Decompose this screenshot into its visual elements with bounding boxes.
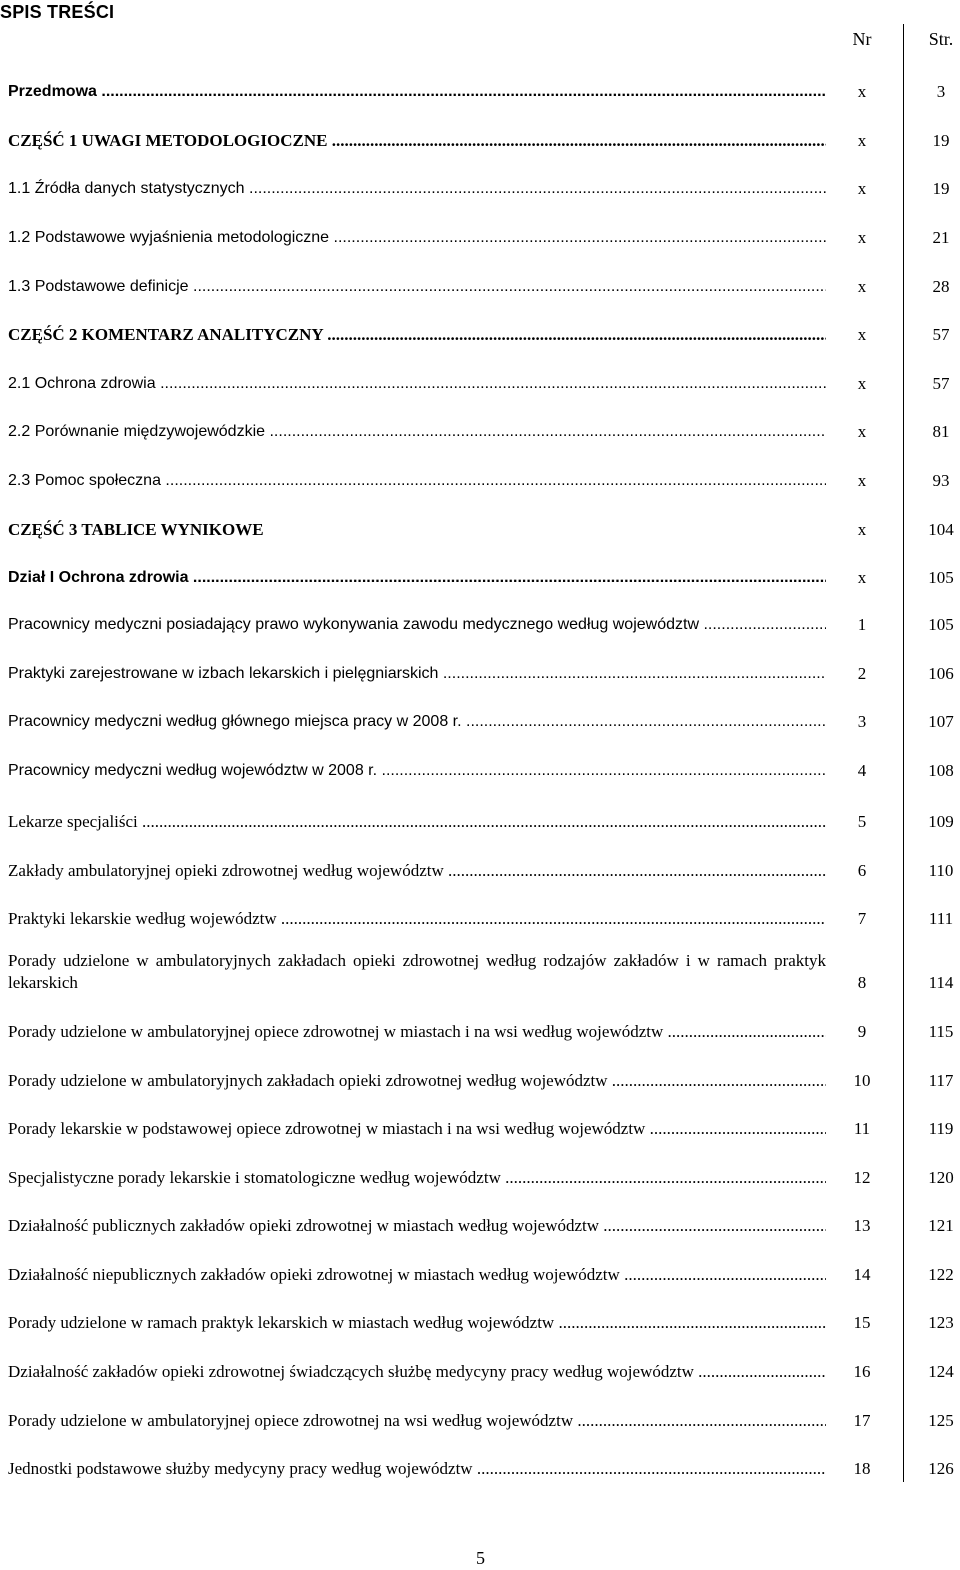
page-heading: SPIS TREŚCI <box>0 2 115 22</box>
toc-entry-title: Pracownicy medyczni według głównego miejsca pracy w 2008 r. ..... <box>8 711 826 733</box>
toc-entry-title: Pracownicy medyczni posiadający prawo wykonywania zawodu medycznego według województw ..... <box>8 614 826 636</box>
toc-entry-title: Porady udzielone w ambulatoryjnych zakładach opieki zdrowotnej według rodzajów zakładów i w ramach praktyk lekarskich ..... <box>8 950 826 994</box>
toc-entry-title: 1.2 Podstawowe wyjaśnienia metodologiczne ..... <box>8 227 826 249</box>
toc-entry-title: Działalność zakładów opieki zdrowotnej świadczących służbę medycyny pracy według województw ..... <box>8 1361 826 1383</box>
toc-entry-page-number: 28 <box>932 277 950 296</box>
toc-entry-title: Porady udzielone w ambulatoryjnej opiece zdrowotnej w miastach i na wsi według województw ..... <box>8 1021 826 1043</box>
toc-entry-title: Pracownicy medyczni według województw w 2008 r. ..... <box>8 760 826 782</box>
toc-entry-title: 2.2 Porównanie międzywojewódzkie ..... <box>8 421 826 443</box>
toc-entry-page-number: 57 <box>932 325 950 344</box>
toc-entry-table-number: x <box>857 325 867 344</box>
toc-entry-title: 1.1 Źródła danych statystycznych ..... <box>8 178 826 200</box>
toc-entry-page-number: 111 <box>928 909 954 928</box>
toc-entry-table-number: 7 <box>857 909 867 928</box>
toc-entry-title: CZĘŚĆ 2 KOMENTARZ ANALITYCZNY ..... <box>8 324 826 346</box>
toc-entry-table-number: x <box>857 228 867 247</box>
toc-entry-table-number: 14 <box>853 1265 871 1284</box>
toc-entry-title: 2.3 Pomoc społeczna ..... <box>8 470 826 492</box>
toc-entry-page-number: 120 <box>928 1168 954 1187</box>
toc-entry-title: Specjalistyczne porady lekarskie i stomatologiczne według województw ..... <box>8 1167 826 1189</box>
toc-entry-table-number: 13 <box>853 1216 871 1235</box>
toc-entry-table-number: x <box>857 131 867 150</box>
toc-entry-page-number: 57 <box>932 374 950 393</box>
toc-entry-title: Praktyki zarejestrowane w izbach lekarskich i pielęgniarskich ..... <box>8 663 826 685</box>
toc-entry-table-number: x <box>857 520 867 539</box>
toc-entry-table-number: 12 <box>853 1168 871 1187</box>
toc-entry-title: Porady udzielone w ambulatoryjnej opiece zdrowotnej na wsi według województw ..... <box>8 1410 826 1432</box>
toc-entry-page-number: 81 <box>932 422 950 441</box>
toc-entry-page-number: 114 <box>928 973 954 992</box>
toc-entry-page-number: 110 <box>928 861 954 880</box>
toc-entry-page-number: 93 <box>932 471 950 490</box>
toc-entry-page-number: 122 <box>928 1265 954 1284</box>
toc-entry-page-number: 108 <box>928 761 954 780</box>
toc-entry-table-number: 11 <box>853 1119 871 1138</box>
toc-entry-table-number: x <box>857 82 867 101</box>
toc-entry-table-number: 1 <box>857 615 867 634</box>
page-number: 5 <box>476 1548 485 1568</box>
toc-entry-page-number: 121 <box>928 1216 954 1235</box>
toc-entry-title: Lekarze specjaliści ..... <box>8 811 826 833</box>
toc-entry-table-number: 2 <box>857 664 867 683</box>
toc-entry-title: Działalność publicznych zakładów opieki zdrowotnej w miastach według województw ..... <box>8 1215 826 1237</box>
toc-entry-table-number: x <box>857 422 867 441</box>
toc-entry-table-number: x <box>857 374 867 393</box>
toc-entry-title: Działalność niepublicznych zakładów opieki zdrowotnej w miastach według województw ..... <box>8 1264 826 1286</box>
toc-entry-table-number: 4 <box>857 761 867 780</box>
toc-entry-title: Praktyki lekarskie według województw ..... <box>8 908 826 930</box>
toc-entry-title: 1.3 Podstawowe definicje ..... <box>8 276 826 298</box>
column-header-nr: Nr <box>852 29 872 49</box>
toc-entry-table-number: x <box>857 277 867 296</box>
toc-entry-title: CZĘŚĆ 1 UWAGI METODOLOGIOCZNE ..... <box>8 130 826 152</box>
toc-entry-title: Przedmowa ..... <box>8 81 826 103</box>
toc-entry-page-number: 126 <box>928 1459 954 1478</box>
toc-entry-table-number: 9 <box>857 1022 867 1041</box>
toc-entry-table-number: 8 <box>857 973 867 992</box>
toc-entry-page-number: 106 <box>928 664 954 683</box>
toc-entry-page-number: 3 <box>936 82 946 101</box>
toc-entry-page-number: 104 <box>928 520 954 539</box>
toc-entry-table-number: 10 <box>853 1071 871 1090</box>
toc-entry-title: Dział I Ochrona zdrowia ..... <box>8 567 826 589</box>
toc-entry-table-number: 5 <box>857 812 867 831</box>
toc-entry-page-number: 119 <box>928 1119 954 1138</box>
toc-entry-page-number: 19 <box>932 131 950 150</box>
toc-entry-page-number: 105 <box>928 568 954 587</box>
toc-entry-page-number: 105 <box>928 615 954 634</box>
toc-entry-table-number: 6 <box>857 861 867 880</box>
toc-entry-title: Zakłady ambulatoryjnej opieki zdrowotnej według województw ..... <box>8 860 826 882</box>
toc-entry-page-number: 107 <box>928 712 954 731</box>
toc-entry-page-number: 125 <box>928 1411 954 1430</box>
toc-entry-table-number: 3 <box>857 712 867 731</box>
toc-entry-title: Porady udzielone w ambulatoryjnych zakładach opieki zdrowotnej według województw ..... <box>8 1070 826 1092</box>
toc-entry-page-number: 124 <box>928 1362 954 1381</box>
toc-entry-table-number: 18 <box>853 1459 871 1478</box>
toc-entry-table-number: 15 <box>853 1313 871 1332</box>
toc-entry-title: 2.1 Ochrona zdrowia ..... <box>8 373 826 395</box>
toc-entry-title: Porady udzielone w ramach praktyk lekarskich w miastach według województw ..... <box>8 1312 826 1334</box>
toc-entry-table-number: x <box>857 471 867 490</box>
toc-entry-page-number: 123 <box>928 1313 954 1332</box>
toc-entry-title: Porady lekarskie w podstawowej opiece zdrowotnej w miastach i na wsi według województw ..... <box>8 1118 826 1140</box>
toc-entry-page-number: 109 <box>928 812 954 831</box>
column-header-str: Str. <box>928 29 954 49</box>
toc-entry-table-number: x <box>857 179 867 198</box>
toc-entry-page-number: 117 <box>928 1071 954 1090</box>
toc-entry-title: Jednostki podstawowe służby medycyny pracy według województw ..... <box>8 1458 826 1480</box>
toc-entry-page-number: 115 <box>928 1022 954 1041</box>
toc-entry-page-number: 21 <box>932 228 950 247</box>
toc-entry-page-number: 19 <box>932 179 950 198</box>
toc-entry-table-number: 17 <box>853 1411 871 1430</box>
toc-entry-table-number: 16 <box>853 1362 871 1381</box>
toc-entry-title: CZĘŚĆ 3 TABLICE WYNIKOWE <box>8 520 264 539</box>
toc-entry-table-number: x <box>857 568 867 587</box>
